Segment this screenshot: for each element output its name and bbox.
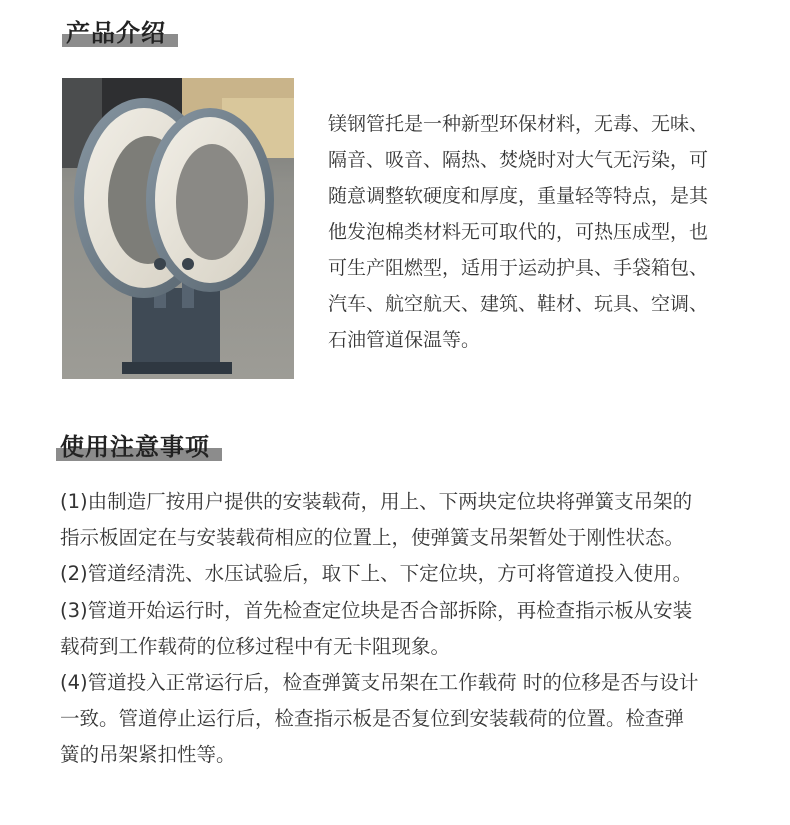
intro-line: 石油管道保温等。 bbox=[328, 329, 481, 351]
usage-line: (3)管道开始运行时，首先检查定位块是否合部拆除，再检查指示板从安装 bbox=[60, 598, 693, 622]
intro-heading bbox=[66, 18, 166, 48]
usage-heading bbox=[60, 432, 210, 462]
intro-line: 可生产阻燃型，适用于运动护具、手袋箱包、 bbox=[328, 257, 709, 279]
intro-paragraph bbox=[328, 106, 768, 358]
intro-line: 随意调整软硬度和厚度，重量轻等特点，是其 bbox=[328, 185, 709, 207]
usage-notes bbox=[60, 484, 760, 774]
usage-line: 一致。管道停止运行后，检查指示板是否复位到安装载荷的位置。检查弹 bbox=[60, 707, 685, 731]
intro-heading-text: 产品介绍 bbox=[66, 19, 166, 47]
intro-line: 他发泡棉类材料无可取代的，可热压成型，也 bbox=[328, 221, 709, 243]
product-photo bbox=[62, 78, 294, 379]
usage-line: (4)管道投入正常运行后，检查弹簧支吊架在工作载荷 时的位移是否与设计 bbox=[60, 671, 699, 695]
usage-line: 指示板固定在与安装载荷相应的位置上，使弹簧支吊架暂处于刚性状态。 bbox=[60, 526, 685, 550]
usage-line: (2)管道经清洗、水压试验后，取下上、下定位块，方可将管道投入使用。 bbox=[60, 562, 693, 586]
usage-heading-text: 使用注意事项 bbox=[60, 433, 210, 461]
usage-line: (1)由制造厂按用户提供的安装载荷，用上、下两块定位块将弹簧支吊架的 bbox=[60, 490, 693, 513]
pipe-support-illustration bbox=[62, 78, 294, 379]
usage-line: 载荷到工作载荷的位移过程中有无卡阻现象。 bbox=[60, 634, 451, 658]
intro-line: 汽车、航空航天、建筑、鞋材、玩具、空调、 bbox=[328, 293, 709, 315]
intro-line: 镁钢管托是一种新型环保材料，无毒、无味、 bbox=[328, 113, 709, 135]
usage-line: 簧的吊架紧扣性等。 bbox=[60, 743, 236, 767]
intro-line: 隔音、吸音、隔热、焚烧时对大气无污染，可 bbox=[328, 149, 709, 171]
